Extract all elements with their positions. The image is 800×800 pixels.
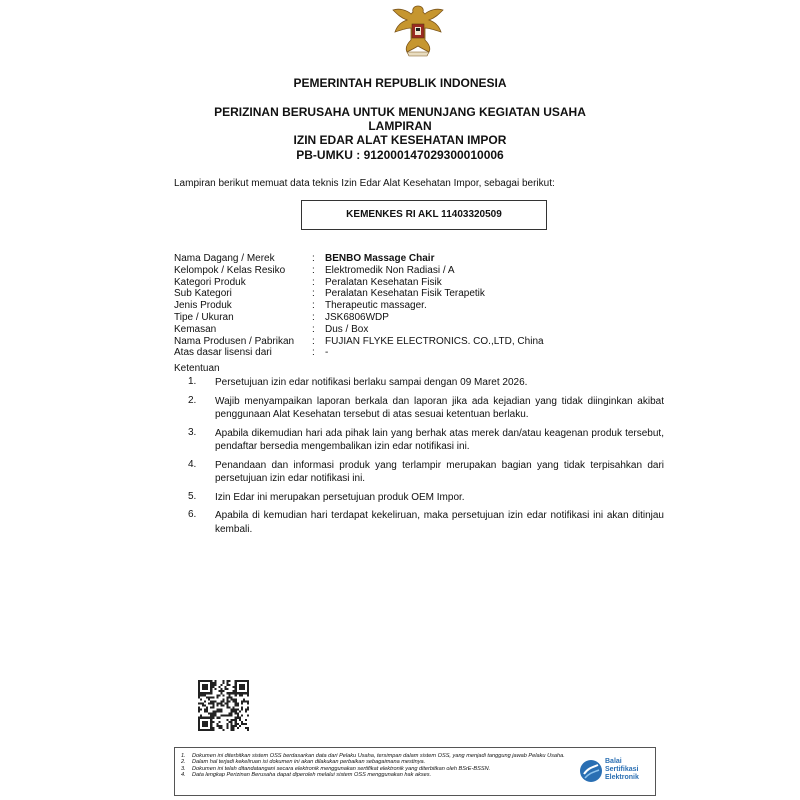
bsre-line: Elektronik	[605, 774, 639, 781]
bsre-mark-icon	[579, 758, 603, 786]
document-title: PERIZINAN BERUSAHA UNTUK MENUNJANG KEGIATAN USAHA	[214, 105, 586, 119]
bsre-line: Balai	[605, 758, 622, 765]
list-item	[188, 491, 664, 505]
list-item-number: 2.	[188, 394, 197, 406]
spec-row	[174, 347, 544, 359]
spec-colon: :	[312, 323, 315, 335]
spec-value: FUJIAN FLYKE ELECTRONICS. CO.,LTD, China	[325, 335, 544, 347]
spec-row	[174, 324, 544, 336]
spec-colon: :	[312, 300, 315, 312]
list-item	[188, 376, 664, 390]
footnote-text: Dokumen ini diterbitkan sistem OSS berdasarkan data dari Pelaku Usaha, tersimpan dalam sistem OSS, yang menjadi tanggung jawab Pelaku Usaha.	[192, 753, 565, 759]
spec-value: Dus / Box	[325, 323, 369, 335]
spec-colon: :	[312, 276, 315, 288]
ketentuan-list	[188, 376, 664, 541]
list-item-number: 6.	[188, 509, 197, 520]
intro-text: Lampiran berikut memuat data teknis Izin Edar Alat Kesehatan Impor, sebagai berikut:	[174, 178, 555, 189]
spec-value: BENBO Massage Chair	[325, 253, 435, 264]
qr-code-icon	[198, 680, 249, 731]
ketentuan-heading: Ketentuan	[174, 363, 220, 374]
spec-value: Peralatan Kesehatan Fisik Terapetik	[325, 288, 485, 300]
spec-row	[174, 253, 544, 265]
spec-row	[174, 277, 544, 289]
spec-colon: :	[312, 347, 315, 359]
spec-colon: :	[312, 264, 315, 276]
registration-number: KEMENKES RI AKL 11403320509	[346, 209, 502, 220]
spec-row	[174, 312, 544, 324]
list-item	[188, 427, 664, 454]
footnote-number: 2.	[181, 759, 186, 766]
bsre-logo-icon	[579, 756, 651, 790]
spec-label: Kategori Produk	[174, 276, 246, 288]
spec-row	[174, 288, 544, 300]
list-item-text: Persetujuan izin edar notifikasi berlaku sampai dengan 09 Maret 2026.	[215, 377, 528, 388]
bsre-line: Sertifikasi	[605, 766, 639, 773]
list-item-text: Penandaan dan informasi produk yang terlampir merupakan bagian yang tidak terpisahkan dari persetujuan izin edar notifikasi ini.	[215, 459, 664, 484]
list-item-number: 3.	[188, 426, 197, 438]
list-item-text: Apabila dikemudian hari ada pihak lain yang berhak atas merek dan/atau keagenan produk tersebut, pendaftar bersedia mengembalikan izin edar notifikasi ini.	[215, 427, 664, 452]
spec-label: Kelompok / Kelas Resiko	[174, 264, 286, 276]
bsre-logo-text	[605, 758, 639, 782]
permit-type-heading: IZIN EDAR ALAT KESEHATAN IMPOR	[293, 133, 507, 147]
spec-value: JSK6806WDP	[325, 311, 389, 323]
list-item-text: Wajib menyampaikan laporan berkala dan laporan jika ada kejadian yang tidak diinginkan akibat penggunaan Alat Kesehatan tersebut di atas sesuai ketentuan berlaku.	[215, 395, 664, 420]
spec-value: Peralatan Kesehatan Fisik	[325, 276, 442, 288]
footnote-number: 1.	[181, 753, 186, 759]
spec-label: Kemasan	[174, 323, 217, 335]
spec-colon: :	[312, 311, 315, 323]
pb-umku-number: PB-UMKU : 912000147029300010006	[296, 148, 504, 162]
spec-row	[174, 336, 544, 348]
list-item-text: Apabila di kemudian hari terdapat kekeliruan, maka persetujuan izin edar notifikasi ini akan ditinjau kembali.	[215, 510, 664, 535]
garuda-emblem-icon	[387, 0, 449, 62]
list-item	[188, 395, 664, 422]
spec-value: Therapeutic massager.	[325, 300, 427, 312]
document-subtitle: LAMPIRAN	[368, 119, 432, 133]
spec-label: Nama Produsen / Pabrikan	[174, 335, 295, 347]
spec-value: Elektromedik Non Radiasi / A	[325, 264, 455, 276]
footer-notes-box	[174, 747, 656, 796]
spec-colon: :	[312, 288, 315, 300]
spec-value: -	[325, 347, 329, 359]
list-item	[188, 459, 664, 486]
government-heading: PEMERINTAH REPUBLIK INDONESIA	[293, 76, 507, 90]
footnote-number: 4.	[181, 772, 186, 779]
list-item-number: 4.	[188, 458, 197, 470]
spec-row	[174, 265, 544, 277]
footnote-text: Dokumen ini telah ditandatangani secara elektronik menggunakan sertifikat elektronik yang diterbitkan oleh BSrE-BSSN.	[192, 765, 491, 772]
footnote	[181, 772, 571, 778]
footnote-number: 3.	[181, 765, 186, 772]
list-item-text: Izin Edar ini merupakan persetujuan produk OEM Impor.	[215, 491, 465, 503]
spec-row	[174, 300, 544, 312]
spec-label: Nama Dagang / Merek	[174, 253, 275, 264]
spec-label: Jenis Produk	[174, 300, 232, 312]
list-item	[188, 509, 664, 536]
footnote-text: Data lengkap Perizinan Berusaha dapat diperoleh melalui sistem OSS menggunakan hak akses.	[192, 772, 432, 779]
spec-colon: :	[312, 253, 315, 264]
spec-label: Tipe / Ukuran	[174, 311, 234, 323]
list-item-number: 1.	[188, 376, 197, 387]
footnote-text: Dalam hal terjadi kekeliruan isi dokumen ini akan dilakukan perbaikan sebagaimana mestinya.	[192, 759, 426, 766]
spec-label: Sub Kategori	[174, 288, 232, 300]
footer-notes	[181, 753, 571, 779]
registration-number-box	[301, 200, 547, 230]
list-item-number: 5.	[188, 490, 197, 502]
spec-label: Atas dasar lisensi dari	[174, 347, 272, 359]
spec-colon: :	[312, 335, 315, 347]
product-spec-table	[174, 253, 544, 359]
